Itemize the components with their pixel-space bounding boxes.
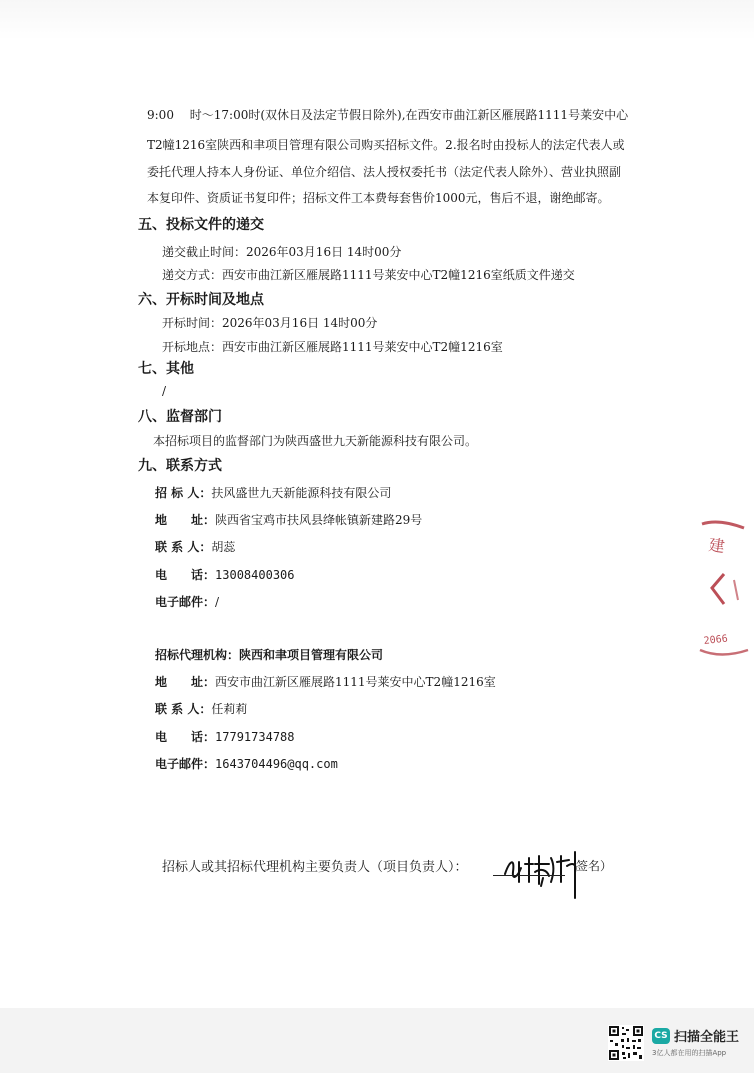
agency-contact-row <box>155 700 247 717</box>
camscanner-tagline: 3亿人都在用的扫描App <box>652 1049 727 1057</box>
agency-address-label: 地 址： <box>155 675 216 689</box>
tenderer-contact-label: 联 系 人： <box>155 540 212 554</box>
agency-phone-label: 电 话： <box>155 730 216 744</box>
tenderer-address-row <box>155 511 422 528</box>
submission-deadline: 递交截止时间：2026年03月16日 14时00分 <box>162 245 402 259</box>
agency-phone-row <box>155 728 295 745</box>
qr-code-icon <box>608 1025 644 1061</box>
agency-contact: 任莉莉 <box>211 702 248 716</box>
signature-underline <box>493 875 565 876</box>
tenderer-contact-row <box>155 538 235 555</box>
tenderer-name-row <box>155 484 391 501</box>
intro-line-3: 委托代理人持本人身份证、单位介绍信、法人授权委托书（法定代表人除外）、营业执照副 <box>147 165 622 179</box>
agency-name-label: 招标代理机构： <box>155 648 240 662</box>
opening-place: 开标地点：西安市曲江新区雁展路1111号莱安中心T2幢1216室 <box>162 340 503 354</box>
tenderer-contact: 胡蕊 <box>211 540 236 554</box>
agency-email-label: 电子邮件： <box>155 757 216 771</box>
tenderer-email-label: 电子邮件： <box>155 595 216 609</box>
tenderer-email: / <box>215 595 220 609</box>
tenderer-phone-label: 电 话： <box>155 568 216 582</box>
section-9-heading: 九、联系方式 <box>138 458 222 474</box>
agency-address-row <box>155 673 496 690</box>
agency-phone: 17791734788 <box>215 730 295 744</box>
camscanner-logo-icon: CS <box>652 1028 670 1044</box>
supervision-content: 本招标项目的监督部门为陕西盛世九天新能源科技有限公司。 <box>153 434 478 448</box>
agency-address: 西安市曲江新区雁展路1111号莱安中心T2幢1216室 <box>215 675 496 689</box>
stamp-number: 2066 <box>703 633 729 647</box>
tenderer-email-row <box>155 593 219 610</box>
tenderer-phone-row <box>155 566 295 583</box>
agency-name: 陕西和聿项目管理有限公司 <box>239 648 384 662</box>
official-seal-fragment <box>694 510 754 660</box>
tenderer-address-label: 地 址： <box>155 513 216 527</box>
other-content: / <box>162 384 167 398</box>
camscanner-brand: 扫描全能王 <box>674 1030 740 1045</box>
tenderer-name: 扶风盛世九天新能源科技有限公司 <box>211 486 392 500</box>
section-5-heading: 五、投标文件的递交 <box>138 217 264 233</box>
signature-suffix: 签名） <box>576 859 613 873</box>
submission-method: 递交方式：西安市曲江新区雁展路1111号莱安中心T2幢1216室纸质文件递交 <box>162 268 575 282</box>
tenderer-name-label: 招 标 人： <box>155 486 212 500</box>
agency-email: 1643704496@qq.com <box>215 757 338 771</box>
agency-email-row <box>155 755 338 772</box>
signature-label: 招标人或其招标代理机构主要负责人（项目负责人）： <box>162 860 468 875</box>
tenderer-address: 陕西省宝鸡市扶风县绛帐镇新建路29号 <box>215 513 423 527</box>
tenderer-phone: 13008400306 <box>215 568 295 582</box>
intro-line-4: 本复印件、资质证书复印件；招标文件工本费每套售价1000元，售后不退，谢绝邮寄。 <box>147 191 610 205</box>
section-8-heading: 八、监督部门 <box>138 409 222 425</box>
intro-line-1: 9:00 时～17:00时(双休日及法定节假日除外),在西安市曲江新区雁展路1111号莱安中心 <box>147 108 629 122</box>
stamp-character: 建 <box>707 535 726 557</box>
section-6-heading: 六、开标时间及地点 <box>138 292 264 308</box>
agency-contact-label: 联 系 人： <box>155 702 212 716</box>
opening-time: 开标时间：2026年03月16日 14时00分 <box>162 316 378 330</box>
agency-name-row <box>155 646 383 663</box>
intro-line-2: T2幢1216室陕西和聿项目管理有限公司购买招标文件。2.报名时由投标人的法定代表人或 <box>147 138 625 152</box>
section-7-heading: 七、其他 <box>138 361 194 377</box>
handwritten-signature <box>495 842 587 900</box>
